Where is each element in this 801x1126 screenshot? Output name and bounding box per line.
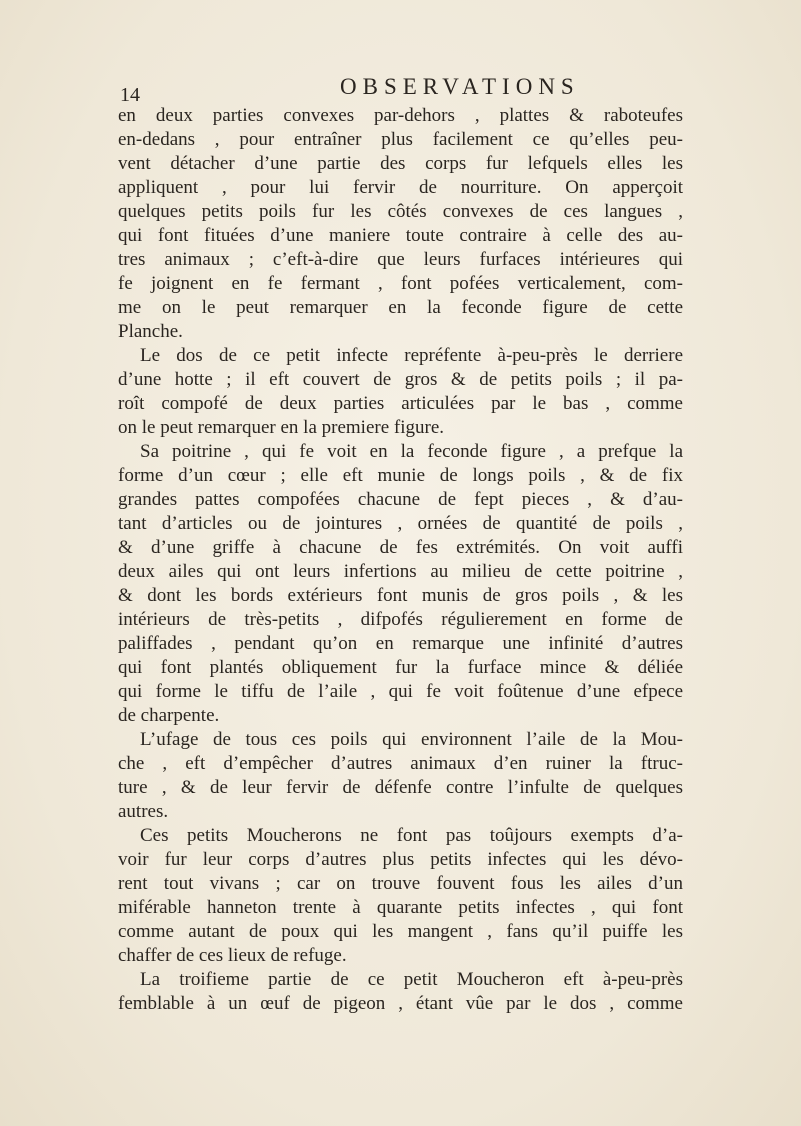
text-line: che , eft d’empêcher d’autres animaux d’en ruiner la ftruc- bbox=[118, 753, 683, 774]
text-line: forme d’un cœur ; elle eft munie de longs poils , & de fix bbox=[118, 465, 683, 486]
text-line: La troifieme partie de ce petit Moucheron eft à-peu-près bbox=[140, 969, 683, 990]
text-line: qui forme le tiffu de l’aile , qui fe voit foûtenue d’une efpece bbox=[118, 681, 683, 702]
text-line: ture , & de leur fervir de défenfe contre l’infulte de quelques bbox=[118, 777, 683, 798]
text-line: L’ufage de tous ces poils qui environnent l’aile de la Mou- bbox=[140, 729, 683, 750]
text-line: quelques petits poils fur les côtés convexes de ces langues , bbox=[118, 201, 683, 222]
text-line: on le peut remarquer en la premiere figure. bbox=[118, 417, 445, 438]
body-text bbox=[118, 104, 683, 1016]
text-line: intérieurs de très-petits , difpofés régulierement en forme de bbox=[118, 609, 683, 630]
text-line: roît compofé de deux parties articulées par le bas , comme bbox=[118, 393, 683, 414]
text-line: de charpente. bbox=[118, 705, 220, 726]
text-line: femblable à un œuf de pigeon , étant vûe par le dos , comme bbox=[118, 993, 683, 1014]
text-line: vent détacher d’une partie des corps fur lefquels elles les bbox=[118, 153, 683, 174]
text-line: d’une hotte ; il eft couvert de gros & de petits poils ; il pa- bbox=[118, 369, 683, 390]
text-line: autres. bbox=[118, 801, 169, 822]
page-header bbox=[0, 72, 801, 108]
text-line: tant d’articles ou de jointures , ornées de quantité de poils , bbox=[118, 513, 683, 534]
text-line: & d’une griffe à chacune de fes extrémités. On voit auffi bbox=[118, 537, 683, 558]
text-line: tres animaux ; c’eft-à-dire que leurs furfaces intérieures qui bbox=[118, 249, 683, 270]
page-number: 14 bbox=[120, 84, 140, 106]
text-line: rent tout vivans ; car on trouve fouvent fous les ailes d’un bbox=[118, 873, 683, 894]
text-line: paliffades , pendant qu’on en remarque une infinité d’autres bbox=[118, 633, 683, 654]
text-line: qui font fituées d’une maniere toute contraire à celle des au- bbox=[118, 225, 683, 246]
running-head: OBSERVATIONS bbox=[340, 74, 580, 99]
text-line: chaffer de ces lieux de refuge. bbox=[118, 945, 347, 966]
text-line: comme autant de poux qui les mangent , fans qu’il puiffe les bbox=[118, 921, 683, 942]
text-line: miférable hanneton trente à quarante petits infectes , qui font bbox=[118, 897, 683, 918]
text-line: fe joignent en fe fermant , font pofées verticalement, com- bbox=[118, 273, 683, 294]
text-line: en-dedans , pour entraîner plus facilement ce qu’elles peu- bbox=[118, 129, 683, 150]
text-line: me on le peut remarquer en la feconde figure de cette bbox=[118, 297, 683, 318]
text-line: qui font plantés obliquement fur la furface mince & déliée bbox=[118, 657, 683, 678]
text-line: appliquent , pour lui fervir de nourriture. On apperçoit bbox=[118, 177, 683, 198]
text-line: Ces petits Moucherons ne font pas toûjours exempts d’a- bbox=[140, 825, 683, 846]
text-line: deux ailes qui ont leurs infertions au milieu de cette poitrine , bbox=[118, 561, 683, 582]
text-line: & dont les bords extérieurs font munis de gros poils , & les bbox=[118, 585, 683, 606]
text-line: Planche. bbox=[118, 321, 183, 342]
text-line: en deux parties convexes par-dehors , plattes & raboteufes bbox=[118, 105, 683, 126]
text-line: grandes pattes compofées chacune de fept pieces , & d’au- bbox=[118, 489, 683, 510]
text-line: Sa poitrine , qui fe voit en la feconde figure , a prefque la bbox=[140, 441, 683, 462]
text-line: voir fur leur corps d’autres plus petits infectes qui les dévo- bbox=[118, 849, 683, 870]
text-line: Le dos de ce petit infecte repréfente à-peu-près le derriere bbox=[140, 345, 683, 366]
